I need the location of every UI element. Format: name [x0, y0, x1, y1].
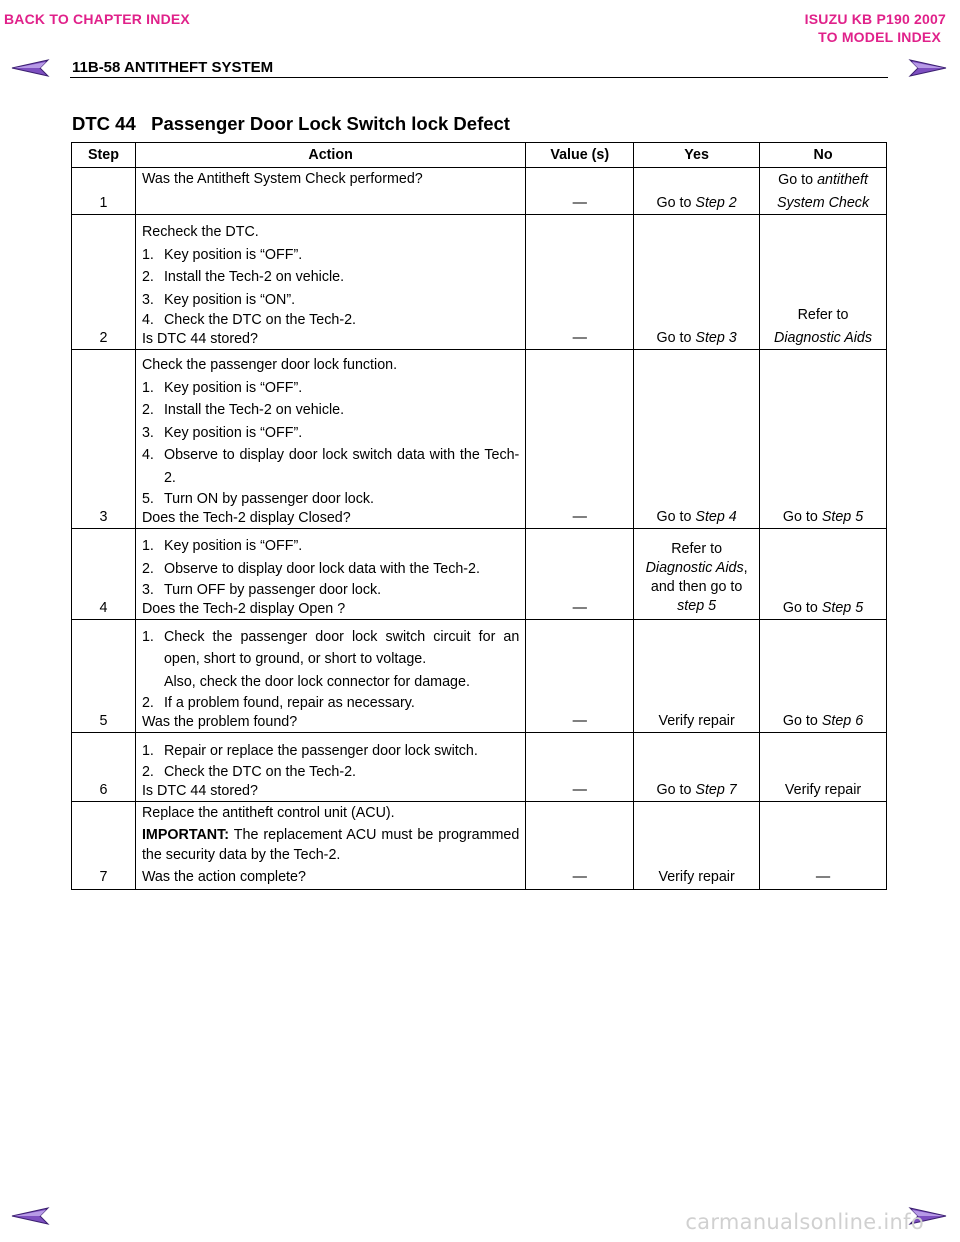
list-item: 2. Check the DTC on the Tech-2.	[141, 764, 356, 780]
list-item: 1. Key position is “OFF”.	[141, 246, 303, 263]
next-page-arrow-icon[interactable]	[908, 56, 948, 80]
yes-step-link[interactable]: Step 2	[695, 194, 737, 211]
list-item: 1. Key position is “OFF”.	[141, 538, 303, 554]
value-cell: —	[526, 350, 634, 529]
action-cell	[135, 620, 525, 733]
header-no: No	[760, 143, 887, 168]
table-row	[72, 802, 887, 890]
header-value: Value (s)	[526, 143, 634, 168]
no-cell	[760, 215, 887, 350]
step-number: 7	[72, 802, 136, 890]
yes-step-link[interactable]: Step 7	[695, 781, 737, 798]
no-step-link[interactable]: Step 6	[821, 712, 864, 729]
table-row	[72, 215, 887, 350]
list-item: 5. Turn ON by passenger door lock.	[141, 491, 375, 507]
value-cell: —	[526, 620, 634, 733]
yes-step-link[interactable]: Step 3	[695, 329, 737, 346]
value-cell: —	[526, 529, 634, 620]
action-cell	[135, 733, 525, 802]
important-text: The replacement ACU must be programmed the security data by the Tech-2.	[141, 826, 520, 863]
step-number: 2	[72, 215, 136, 350]
table-row	[72, 620, 887, 733]
action-list	[142, 377, 519, 510]
action-question: Is DTC 44 stored?	[141, 331, 258, 347]
section-header: 11B-58 ANTITHEFT SYSTEM	[72, 59, 274, 76]
action-cell	[135, 350, 525, 529]
no-cell: Verify repair	[760, 733, 887, 802]
table-row	[72, 350, 887, 529]
yes-text: Go to	[656, 194, 696, 211]
action-cell	[135, 168, 525, 215]
no-link-part2[interactable]: System Check	[776, 194, 870, 211]
yes-cell: Verify repair	[634, 620, 760, 733]
action-question: Was the problem found?	[141, 714, 298, 730]
important-label: IMPORTANT:	[141, 826, 230, 843]
page-title: DTC 44 Passenger Door Lock Switch lock Defect	[72, 113, 510, 134]
back-to-chapter-index-link[interactable]: BACK TO CHAPTER INDEX	[4, 11, 190, 27]
table-header-row	[72, 143, 887, 168]
no-cell: —	[760, 802, 887, 890]
list-item: 3. Key position is “ON”.	[141, 291, 296, 308]
previous-page-bottom-arrow-icon[interactable]	[10, 1204, 50, 1228]
step-number: 4	[72, 529, 136, 620]
list-item: 1. Key position is “OFF”.	[141, 379, 303, 396]
no-cell: Go to Step 5	[760, 529, 887, 620]
table-row	[72, 529, 887, 620]
list-item: 4. Check the DTC on the Tech-2.	[141, 312, 356, 328]
yes-cell	[634, 168, 760, 215]
action-intro: Check the passenger door lock function.	[141, 357, 398, 373]
no-cell: Go to Step 6	[760, 620, 887, 733]
value-cell: —	[526, 215, 634, 350]
header-divider	[70, 77, 888, 78]
value-cell: —	[526, 733, 634, 802]
yes-step-link[interactable]: Step 4	[695, 508, 737, 525]
list-item: 2. If a problem found, repair as necessary.	[141, 695, 415, 711]
important-note	[142, 825, 519, 865]
list-item: 1. Check the passenger door lock switch circuit for an open, short to ground, or short to voltage. Also, check the door lock connector for damage.	[141, 628, 520, 690]
header-action: Action	[135, 143, 525, 168]
no-link[interactable]: Diagnostic Aids	[774, 329, 873, 346]
yes-cell: Refer to Diagnostic Aids, and then go to step 5	[634, 529, 760, 620]
step-number: 3	[72, 350, 136, 529]
list-item: 3. Turn OFF by passenger door lock.	[141, 582, 382, 598]
header-step: Step	[72, 143, 136, 168]
action-list	[142, 535, 519, 600]
step-number: 5	[72, 620, 136, 733]
diagnostic-table	[71, 142, 887, 890]
value-cell: —	[526, 168, 634, 215]
yes-cell: Go to Step 4	[634, 350, 760, 529]
model-title-link[interactable]: ISUZU KB P190 2007	[804, 11, 946, 27]
yes-cell: Go to Step 7	[634, 733, 760, 802]
action-list	[142, 626, 519, 714]
list-item: 2. Install the Tech-2 on vehicle.	[141, 402, 345, 418]
list-item: 2. Install the Tech-2 on vehicle.	[141, 269, 345, 285]
no-cell: Go to Step 5	[760, 350, 887, 529]
action-question: Does the Tech-2 display Closed?	[141, 510, 351, 526]
action-cell	[135, 802, 525, 890]
list-item: 4. Observe to display door lock switch data with the Tech-2.	[141, 447, 520, 486]
no-text: Refer to	[797, 307, 849, 323]
action-list	[142, 244, 519, 331]
list-item: 3. Key position is “OFF”.	[141, 424, 303, 441]
no-link-part1[interactable]: antitheft	[817, 172, 868, 188]
list-item: 1. Repair or replace the passenger door lock switch.	[141, 742, 478, 759]
action-question: Was the Antitheft System Check performed?	[141, 171, 423, 187]
action-cell	[135, 529, 525, 620]
yes-text: Refer to	[671, 541, 723, 557]
step-number: 1	[72, 168, 136, 215]
to-model-index-link[interactable]: TO MODEL INDEX	[818, 29, 941, 45]
watermark: carmanualsonline.info	[685, 1210, 924, 1234]
yes-text-2: and then go to	[650, 579, 743, 595]
yes-cell: Verify repair	[634, 802, 760, 890]
previous-page-arrow-icon[interactable]	[10, 56, 50, 80]
action-intro: Replace the antitheft control unit (ACU).	[141, 805, 395, 821]
action-intro: Recheck the DTC.	[141, 224, 259, 240]
action-question: Does the Tech-2 display Open ?	[141, 601, 346, 617]
step-number: 6	[72, 733, 136, 802]
yes-link[interactable]: Diagnostic Aids	[645, 560, 744, 576]
no-text: Go to	[778, 172, 818, 188]
action-cell	[135, 215, 525, 350]
action-question: Is DTC 44 stored?	[141, 783, 258, 799]
yes-step-link[interactable]: step 5	[677, 598, 717, 614]
list-item: 2. Observe to display door lock data with the Tech-2.	[141, 560, 480, 577]
yes-cell: Go to Step 3	[634, 215, 760, 350]
value-cell: —	[526, 802, 634, 890]
no-step-link[interactable]: Step 5	[821, 599, 864, 616]
action-list	[142, 740, 519, 783]
table-row	[72, 733, 887, 802]
no-step-link[interactable]: Step 5	[821, 508, 864, 525]
no-cell	[760, 168, 887, 215]
header-yes: Yes	[634, 143, 760, 168]
table-row	[72, 168, 887, 215]
action-question: Was the action complete?	[141, 868, 306, 885]
